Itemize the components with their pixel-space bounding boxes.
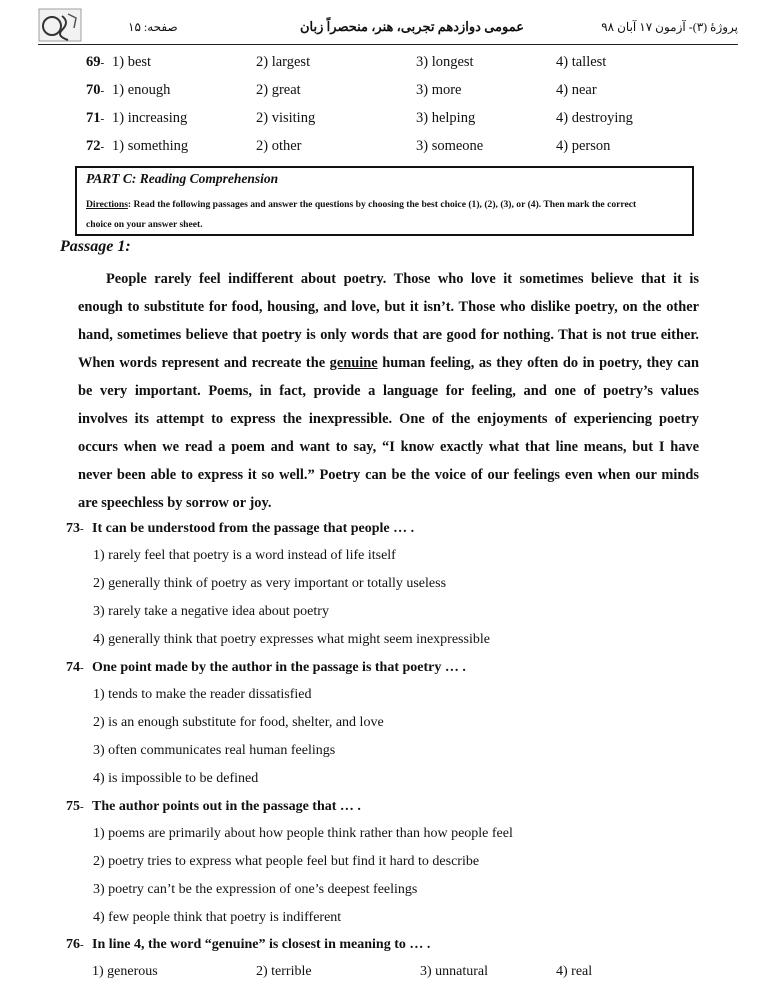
choice-74-4[interactable]: 4) is impossible to be defined [93, 771, 259, 786]
question-number: 70- [86, 82, 105, 98]
page-number: صفحه: ۱۵ [128, 20, 178, 34]
option-row-69 [0, 54, 768, 76]
part-c-title: PART C: Reading Comprehension [86, 171, 279, 186]
choice-75-4[interactable]: 4) few people think that poetry is indifferent [93, 910, 342, 925]
choice-74-2[interactable]: 2) is an enough substitute for food, shelter, and love [93, 715, 384, 730]
passage-line-4: When words represent and recreate the genuine human feeling, as they often do in poetry, they can [78, 355, 699, 371]
option-1[interactable]: 1) best [112, 54, 152, 70]
option-3[interactable]: 3) longest [416, 54, 474, 70]
part-c-instructions-box [75, 166, 694, 236]
passage-line-9: are speechless by sorrow or joy. [78, 495, 272, 511]
question-number: 75- [66, 799, 84, 814]
option-2[interactable]: 2) other [256, 138, 302, 154]
choice-75-3[interactable]: 3) poetry can’t be the expression of one’s deepest feelings [93, 882, 418, 897]
option-4[interactable]: 4) destroying [556, 110, 633, 126]
passage-line-6: involves its attempt to express the inexpressible. One of the enjoyments of experiencing poetry [78, 411, 699, 427]
question-number: 74- [66, 660, 84, 675]
directions-text: Directions: Read the following passages and answer the questions by choosing the best choice (1), (2), (3), or (4). Then mark the correct choice on your answer sheet. [86, 199, 637, 230]
option-row-71 [0, 110, 768, 132]
choice-73-1[interactable]: 1) rarely feel that poetry is a word instead of life itself [93, 548, 396, 563]
choice-73-4[interactable]: 4) generally think that poetry expresses what might seem inexpressible [93, 632, 490, 647]
publisher-logo-icon [38, 8, 82, 42]
option-2[interactable]: 2) great [256, 82, 301, 98]
page-header [38, 8, 738, 45]
exam-project-title: پروژهٔ (۳)- آزمون ۱۷ آبان ۹۸ [601, 20, 738, 34]
choice-73-2[interactable]: 2) generally think of poetry as very important or totally useless [93, 576, 447, 591]
option-2[interactable]: 2) largest [256, 54, 311, 70]
option-row-70 [0, 82, 768, 104]
question-number: 73- [66, 521, 84, 536]
choice-76-2[interactable]: 2) terrible [256, 964, 312, 979]
passage-line-5: be very important. Poems, in fact, provide a language for feeling, and one of poetry’s values [78, 383, 699, 399]
passage-line-7: occurs when we read a poem and want to say, “I know exactly what that line means, but I have [78, 439, 699, 455]
choice-75-2[interactable]: 2) poetry tries to express what people feel but find it hard to describe [93, 854, 480, 869]
passage-line-1: People rarely feel indifferent about poetry. Those who love it sometimes believe that it is [106, 271, 699, 287]
choice-74-1[interactable]: 1) tends to make the reader dissatisfied [93, 687, 312, 702]
option-1[interactable]: 1) something [112, 138, 189, 154]
choice-74-3[interactable]: 3) often communicates real human feelings [93, 743, 336, 758]
option-3[interactable]: 3) someone [416, 138, 484, 154]
choice-76-3[interactable]: 3) unnatural [420, 964, 489, 979]
choice-73-3[interactable]: 3) rarely take a negative idea about poetry [93, 604, 329, 619]
option-2[interactable]: 2) visiting [256, 110, 316, 126]
question-number: 72- [86, 138, 105, 154]
passage-line-8: never been able to express it so well.” Poetry can be the voice of our feelings even when our minds [78, 467, 699, 483]
choice-76-1[interactable]: 1) generous [92, 964, 158, 979]
option-row-72 [0, 138, 768, 160]
passage-line-3: hand, sometimes believe that poetry is only words that are good for nothing. That is not true either. [78, 327, 699, 343]
option-4[interactable]: 4) tallest [556, 54, 607, 70]
option-1[interactable]: 1) enough [112, 82, 171, 98]
passage-title: Passage 1: [60, 238, 131, 255]
question-number: 76- [66, 937, 84, 952]
directions-label: Directions [86, 199, 128, 210]
option-3[interactable]: 3) helping [416, 110, 476, 126]
question-stem: In line 4, the word “genuine” is closest in meaning to … . [92, 937, 431, 952]
passage-line-2: enough to substitute for food, housing, and love, but it isn’t. Those who dislike poetry, on the other [78, 299, 699, 315]
option-4[interactable]: 4) person [556, 138, 611, 154]
question-number: 71- [86, 110, 105, 126]
exam-subject-title: عمومی دوازدهم تجربی، هنر، منحصراً زبان [300, 19, 525, 34]
underlined-word-genuine: genuine [329, 355, 378, 371]
option-4[interactable]: 4) near [556, 82, 597, 98]
question-stem: It can be understood from the passage that people … . [92, 521, 415, 536]
option-3[interactable]: 3) more [416, 82, 462, 98]
question-stem: One point made by the author in the passage is that poetry … . [92, 660, 466, 675]
question-number: 69- [86, 54, 105, 70]
option-1[interactable]: 1) increasing [112, 110, 188, 126]
question-stem: The author points out in the passage that … . [92, 799, 361, 814]
choice-75-1[interactable]: 1) poems are primarily about how people think rather than how people feel [93, 826, 513, 841]
choice-76-4[interactable]: 4) real [556, 964, 593, 979]
